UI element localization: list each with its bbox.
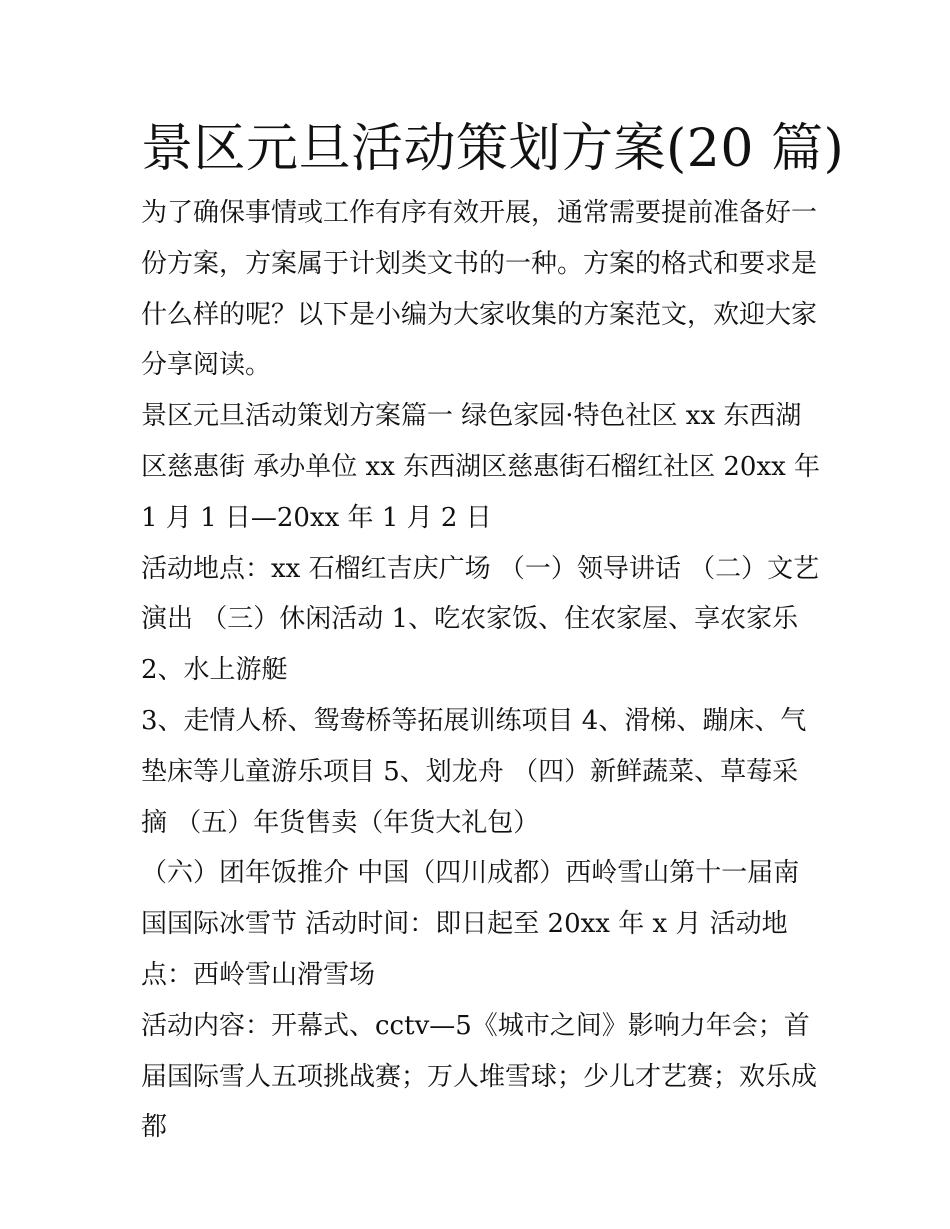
paragraph-activity-items: 3、走情人桥、鸳鸯桥等拓展训练项目 4、滑梯、蹦床、气垫床等儿童游乐项目 5、划龙舟 （四）新鲜蔬菜、草莓采摘 （五）年货售卖（年货大礼包） [141, 705, 807, 838]
document-content [141, 118, 845, 1153]
paragraph-ice-festival: （六）团年饭推介 中国（四川成都）西岭雪山第十一届南国国际冰雪节 活动时间：即日起至 20xx 年 x 月 活动地点：西岭雪山滑雪场 [141, 858, 800, 990]
document-body [141, 188, 821, 1153]
document-title: 景区元旦活动策划方案(20 篇) [141, 119, 845, 179]
paragraph-intro: 为了确保事情或工作有序有效开展，通常需要提前准备好一份方案，方案属于计划类文书的一种。方案的格式和要求是什么样的呢？以下是小编为大家收集的方案范文，欢迎大家分享阅读。 [141, 198, 818, 381]
paragraph-activity-content: 活动内容：开幕式、cctv—5《城市之间》影响力年会；首届国际雪人五项挑战赛；万人堆雪球；少儿才艺赛；欢乐成都 [141, 1010, 818, 1143]
paragraph-venue-activities: 活动地点：xx 石榴红吉庆广场 （一）领导讲话 （二）文艺演出 （三）休闲活动 1、吃农家饭、住农家屋、享农家乐 2、水上游艇 [141, 553, 820, 686]
paragraph-plan-one: 景区元旦活动策划方案篇一 绿色家园·特色社区 xx 东西湖区慈惠街 承办单位 xx 东西湖区慈惠街石榴红社区 20xx 年 1 月 1 日—20xx 年 1 月 2 日 [141, 401, 821, 533]
